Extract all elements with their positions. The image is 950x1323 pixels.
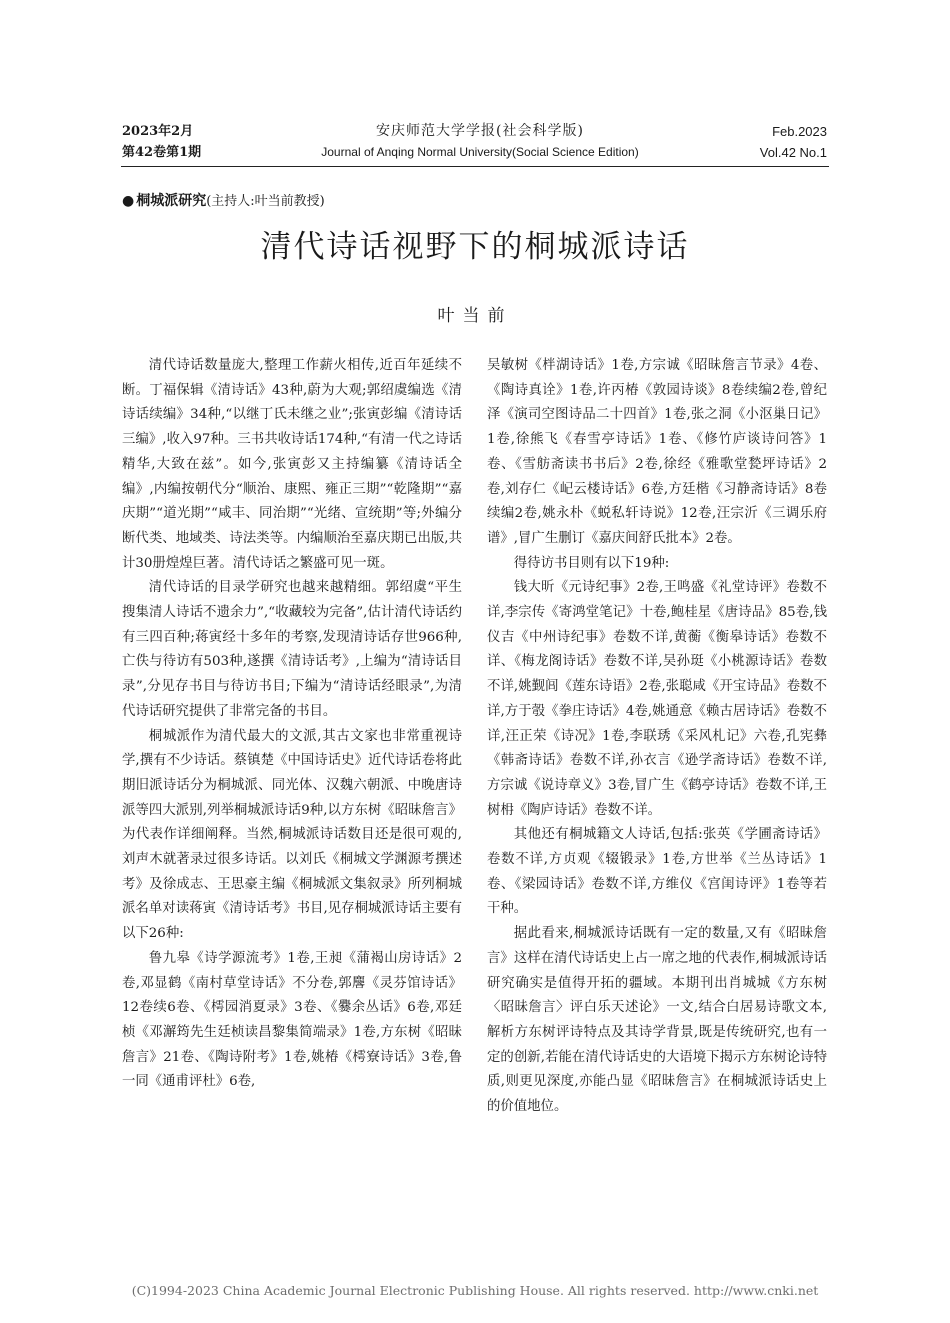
header-right (760, 121, 827, 163)
paragraph: 清代诗话数量庞大,整理工作薪火相传,近百年延续不断。丁福保辑《清诗话》43种,蔚为大观;郭绍虞编选《清诗话续编》34种,“以继丁氏未继之业”;张寅彭编《清诗话三编》,收入97种。三书共收诗话174种,“有清一代之诗话精华,大致在兹”。如今,张寅彭又主持编纂《清诗话全编》,内编按朝代分“顺治、康熙、雍正三期”“乾隆期”“嘉庆期”“道光期”“咸丰、同治期”“光绪、宣统期”等;外编分断代类、地域类、诗法类等。内编顺治至嘉庆期已出版,共计30册煌煌巨著。清代诗话之繁盛可见一斑。 (122, 358, 462, 571)
article-author: 叶当前 (437, 306, 513, 326)
article-title: 清代诗话视野下的桐城派诗话 (260, 229, 690, 265)
right-column (487, 354, 827, 1120)
issue-volume-en: Vol.42 No.1 (759, 145, 827, 160)
issue-date-en: Feb.2023 (772, 124, 827, 139)
bullet-icon: ● (122, 193, 135, 209)
paragraph: 鲁九皋《诗学源流考》1卷,王昶《蒲褐山房诗话》2卷,邓显鹤《南村草堂诗话》不分卷,郭麐《灵芬馆诗话》12卷续6卷、《樗园消夏录》3卷、《爨余丛话》6卷,邓廷桢《邓澥筠先生廷桢读昌黎集简端录》1卷,方东树《昭昧詹言》21卷、《陶诗附考》1卷,姚椿《樗寮诗话》3卷,鲁一同《通甫评杜》6卷, (122, 950, 462, 1090)
paragraph: 桐城派作为清代最大的文派,其古文家也非常重视诗学,撰有不少诗话。蔡镇楚《中国诗话史》近代诗话卷将此期旧派诗话分为桐城派、同光体、汉魏六朝派、中晚唐诗派等四大派别,列举桐城派诗话9种,以方东树《昭昧詹言》为代表作详细阐释。当然,桐城派诗话数目还是很可观的,刘声木就著录过很多诗话。以刘氏《桐城文学渊源考撰述考》及徐成志、王思豪主编《桐城派文集叙录》所列桐城派名单对读蒋寅《清诗话考》书目,见存桐城派诗话主要有以下26种: (122, 728, 462, 942)
left-column (122, 354, 462, 1095)
column-label (122, 190, 325, 210)
paragraph: 据此看来,桐城派诗话既有一定的数量,又有《昭昧詹言》这样在清代诗话史上占一席之地的代表作,桐城派诗话研究确实是值得开拓的疆域。本期刊出肖城城《方东树〈昭昧詹言〉评白乐天述论》一文,结合白居易诗歌文本,解析方东树评诗特点及其诗学背景,既是传统研究,也有一定的创新,若能在清代诗话史的大语境下揭示方东树论诗特质,则更见深度,亦能凸显《昭昧詹言》在桐城派诗话史上的价值地位。 (487, 926, 827, 1115)
paragraph: 吴敏树《柈湖诗话》1卷,方宗诚《昭昧詹言节录》4卷、《陶诗真诠》1卷,许丙椿《敦园诗谈》8卷续编2卷,曾纪泽《演司空图诗品二十四首》1卷,张之洞《小沤巢日记》1卷,徐熊飞《春雪亭诗话》1卷、《修竹庐谈诗问答》1卷、《雪舫斋读书书后》2卷,徐经《雅歌堂甃坪诗话》2卷,刘存仁《屺云楼诗话》6卷,方廷楷《习静斋诗话》8卷续编2卷,姚永朴《蜕私轩诗说》12卷,汪宗沂《三调乐府谱》,冒广生删订《嘉庆间舒氏批本》2卷。 (487, 358, 827, 546)
paragraph: 钱大昕《元诗纪事》2卷,王鸣盛《礼堂诗评》卷数不详,李宗传《寄鸿堂笔记》十卷,鲍桂星《唐诗品》85卷,钱仪吉《中州诗纪事》卷数不详,黄蘅《衡皋诗话》卷数不详、《梅龙阁诗话》卷数不详,吴孙珽《小桃源诗话》卷数不详,姚觐闾《莲东诗语》2卷,张聪咸《开宝诗品》卷数不详,方于彀《拳庄诗话》4卷,姚通意《赖古居诗话》卷数不详,汪正荣《诗况》1卷,李联琇《采风札记》六卷,孔宪彝《韩斋诗话》卷数不详,孙衣言《逊学斋诗话》卷数不详,方宗诚《说诗章义》3卷,冒广生《鹤亭诗话》卷数不详,王树枏《陶庐诗话》卷数不详。 (487, 580, 827, 818)
journal-title-cn: 安庆师范大学学报(社会科学版) (376, 123, 584, 139)
issue-volume-cn: 第42卷第1期 (122, 145, 202, 160)
copyright-footer: (C)1994-2023 China Academic Journal Electronic Publishing House. All rights reserved. http://www.cnki.net (131, 1283, 819, 1298)
header-center (300, 121, 660, 163)
header-left (122, 121, 201, 163)
journal-title-en: Journal of Anqing Normal University(Social Science Edition) (321, 145, 639, 159)
issue-date-cn: 2023年2月 (122, 124, 194, 139)
column-host: (主持人:叶当前教授) (206, 194, 325, 209)
header-rule (121, 166, 829, 167)
column-name: 桐城派研究 (136, 193, 207, 209)
paragraph: 其他还有桐城籍文人诗话,包括:张英《学圃斋诗话》卷数不详,方贞观《辍锻录》1卷,方世举《兰丛诗话》1卷、《梁园诗话》卷数不详,方维仪《宫闺诗评》1卷等若干种。 (487, 827, 827, 917)
paragraph: 清代诗话的目录学研究也越来越精细。郭绍虞“平生搜集清人诗话不遗余力”,“收藏较为完备”,估计清代诗话约有三四百种;蒋寅经十多年的考察,发现清诗话存世966种,亡佚与待访有503种,遂撰《清诗话考》,上编为“清诗话目录”,分见存书目与待访书目;下编为“清诗话经眼录”,为清代诗话研究提供了非常完备的书目。 (122, 580, 462, 719)
paragraph: 得待访书目则有以下19种: (513, 555, 670, 571)
